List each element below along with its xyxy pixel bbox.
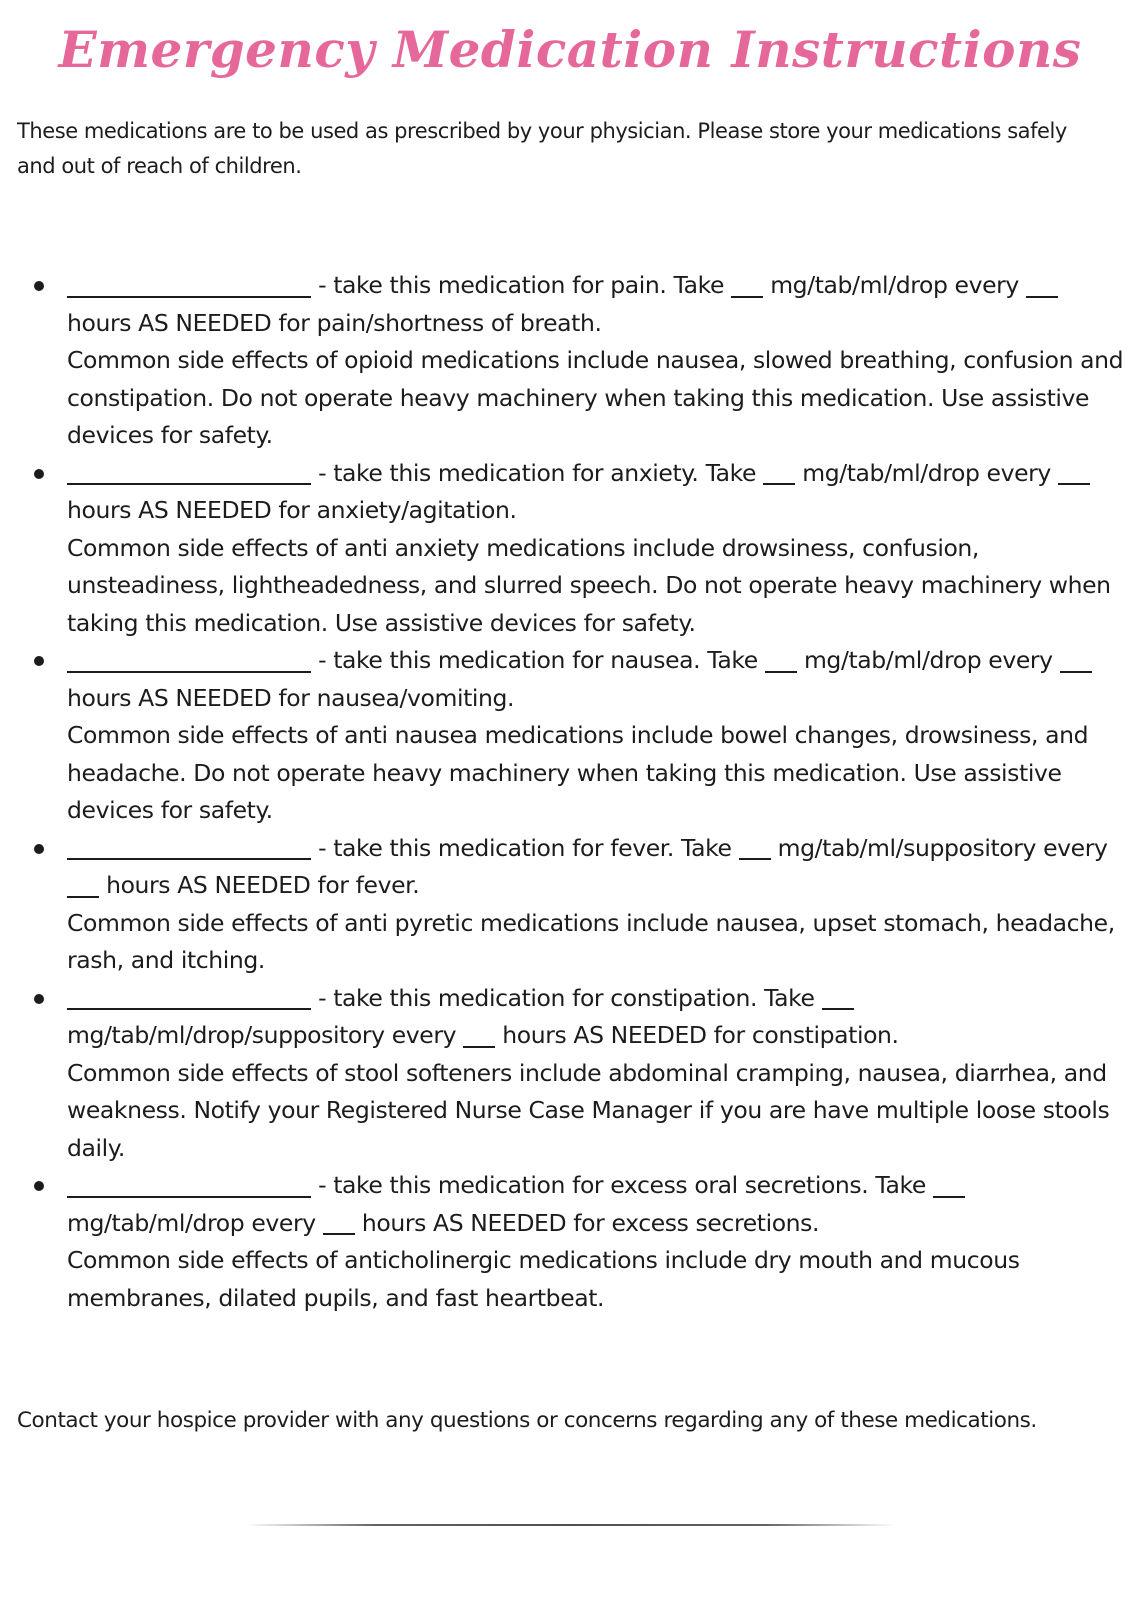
dose-blank[interactable]: [763, 459, 795, 486]
page-title: Emergency Medication Instructions: [58, 20, 1082, 79]
hours-text: hours AS NEEDED for fever.: [99, 871, 420, 899]
hours-text: hours AS NEEDED for anxiety/agitation.: [67, 496, 517, 524]
dose-blank[interactable]: [933, 1171, 965, 1198]
unit-text: mg/tab/ml/drop every: [763, 271, 1026, 299]
purpose-text: - take this medication for pain. Take: [311, 271, 732, 299]
unit-text: mg/tab/ml/drop every: [67, 1208, 323, 1237]
medication-name-blank[interactable]: [67, 459, 311, 486]
intro-text: These medications are to be used as prescribed by your physician. Please store your medications safely and out of reach of children.: [17, 119, 1067, 178]
dose-blank[interactable]: [822, 984, 854, 1011]
medication-instruction: [67, 642, 1117, 717]
unit-text: mg/tab/ml/suppository every: [770, 833, 1108, 862]
unit-text: mg/tab/ml/drop/suppository every: [67, 1021, 464, 1049]
medication-name-blank[interactable]: [67, 834, 311, 861]
dose-blank[interactable]: [765, 646, 797, 673]
hours-blank[interactable]: [1026, 271, 1058, 298]
unit-text: mg/tab/ml/drop every: [796, 646, 1060, 674]
medication-name-blank[interactable]: [67, 271, 311, 298]
medication-name-blank[interactable]: [67, 1171, 311, 1198]
medication-item-constipation: [0, 980, 1140, 1168]
hours-blank[interactable]: [1058, 459, 1090, 486]
hours-text: hours AS NEEDED for constipation.: [495, 1021, 899, 1049]
medication-instruction: [67, 1167, 1117, 1242]
dose-blank[interactable]: [739, 834, 771, 861]
purpose-text: - take this medication for fever. Take: [311, 833, 739, 862]
side-effects-text: Common side effects of opioid medications include nausea, slowed breathing, confusion and constipation. Do not operate heavy machinery when taking this medication. Use assistive devices for safety.: [67, 346, 1124, 449]
medication-item-fever: [0, 830, 1140, 980]
purpose-text: - take this medication for anxiety. Take: [311, 458, 764, 487]
side-effects-text: Common side effects of stool softeners include abdominal cramping, nausea, diarrhea, and weakness. Notify your Registered Nurse Case Manager if you are have multiple loose stools daily.: [67, 1058, 1110, 1162]
medication-name-blank[interactable]: [67, 646, 311, 673]
medication-item-anxiety: [0, 455, 1140, 643]
side-effects-text: Common side effects of anti pyretic medications include nausea, upset stomach, headache, rash, and itching.: [67, 908, 1115, 974]
medication-name-blank[interactable]: [67, 984, 311, 1011]
side-effects-text: Common side effects of anticholinergic medications include dry mouth and mucous membranes, dilated pupils, and fast heartbeat.: [67, 1246, 1020, 1312]
hours-blank[interactable]: [463, 1021, 495, 1048]
medication-item-pain: [0, 267, 1140, 455]
hours-blank[interactable]: [67, 871, 99, 898]
signature-line: [245, 1524, 895, 1526]
bullet-icon: [34, 469, 44, 479]
footer-note: Contact your hospice provider with any questions or concerns regarding any of these medications.: [17, 1408, 1037, 1433]
medication-instruction: [67, 830, 1117, 905]
hours-text: hours AS NEEDED for excess secretions.: [354, 1208, 820, 1237]
unit-text: mg/tab/ml/drop every: [795, 458, 1059, 487]
dose-blank[interactable]: [731, 271, 763, 298]
medication-item-nausea: [0, 642, 1140, 830]
bullet-icon: [34, 844, 44, 854]
hours-blank[interactable]: [1060, 646, 1092, 673]
purpose-text: - take this medication for excess oral secretions. Take: [311, 1171, 933, 1199]
medication-list: [0, 267, 1140, 1317]
hours-text: hours AS NEEDED for nausea/vomiting.: [67, 683, 515, 712]
bullet-icon: [34, 994, 44, 1004]
medication-instruction: [67, 455, 1117, 530]
medication-instruction: [67, 267, 1117, 342]
bullet-icon: [34, 281, 44, 291]
hours-blank[interactable]: [323, 1209, 355, 1236]
hours-text: hours AS NEEDED for pain/shortness of breath.: [67, 308, 602, 337]
side-effects-text: Common side effects of anti nausea medications include bowel changes, drowsiness, and headache. Do not operate heavy machinery when taking this medication. Use assistive devices for safety.: [67, 721, 1089, 824]
medication-item-secretions: [0, 1167, 1140, 1317]
bullet-icon: [34, 1181, 44, 1191]
side-effects-text: Common side effects of anti anxiety medications include drowsiness, confusion, unsteadiness, lightheadedness, and slurred speech. Do not operate heavy machinery when taking this medication. Use assistive devices for safety.: [67, 533, 1111, 637]
purpose-text: - take this medication for nausea. Take: [311, 646, 765, 674]
purpose-text: - take this medication for constipation. Take: [311, 983, 822, 1012]
medication-instruction: [67, 980, 1117, 1055]
bullet-icon: [34, 656, 44, 666]
